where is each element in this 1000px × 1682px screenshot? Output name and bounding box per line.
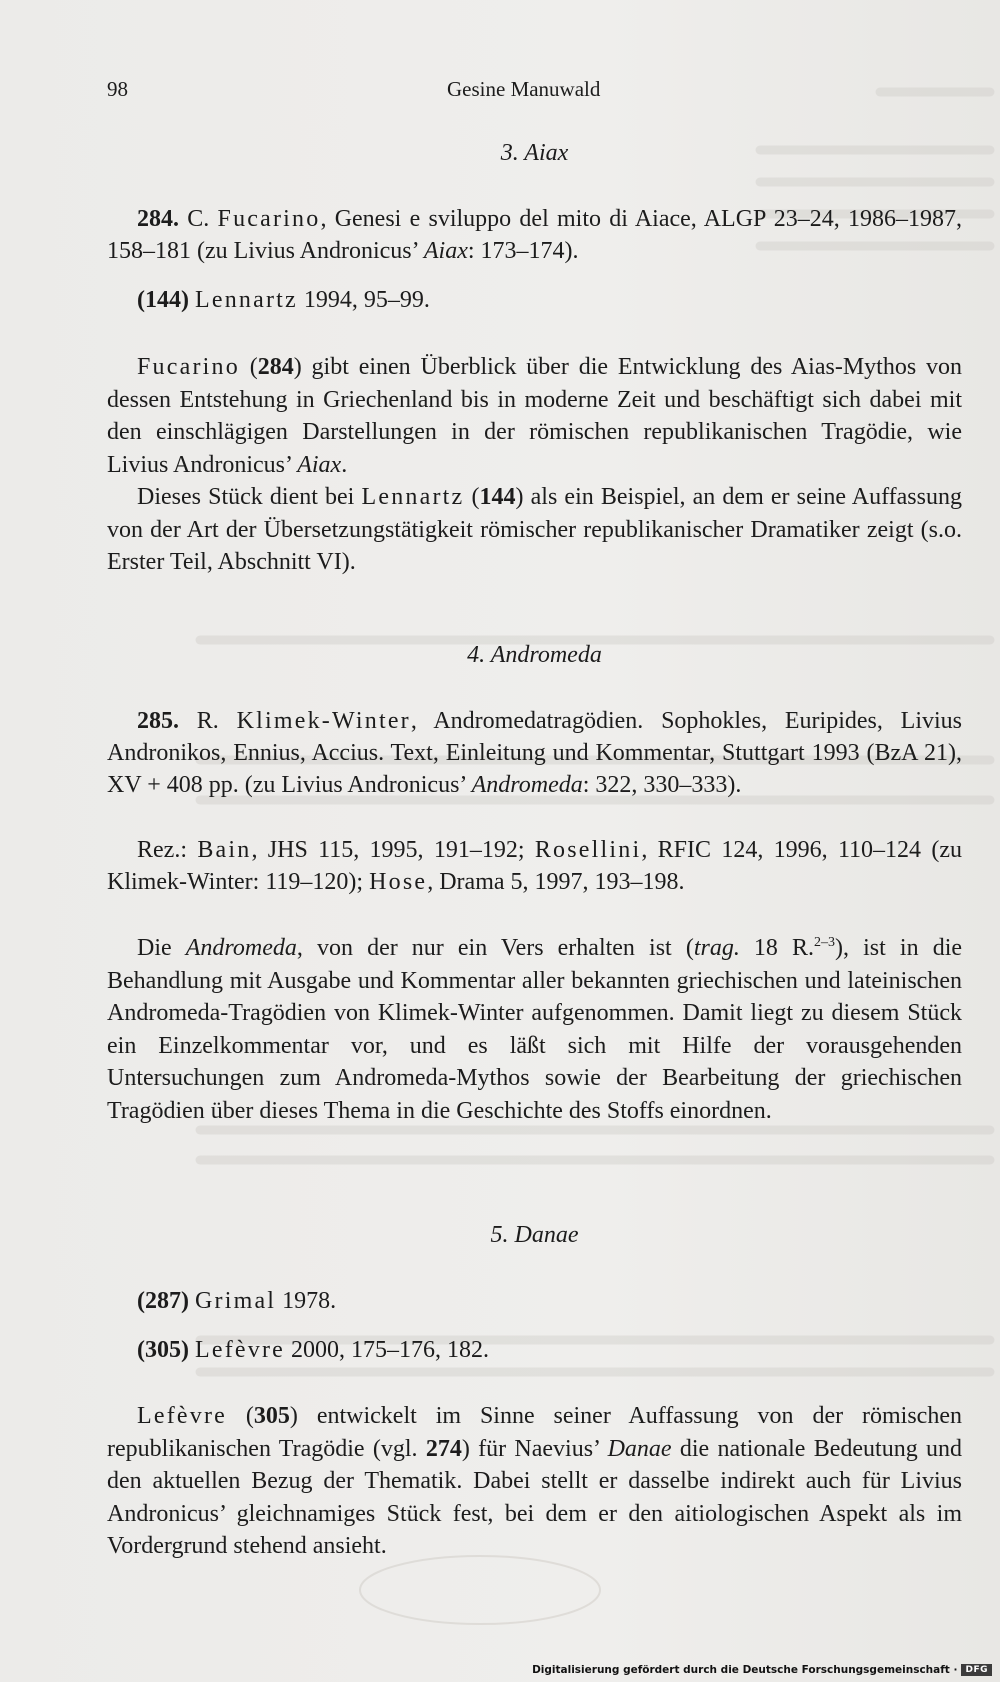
cross-reference: 274: [425, 1435, 462, 1462]
entry-text-end: : 173–174).: [467, 238, 579, 264]
work-title: Aiax: [297, 451, 342, 478]
commentary-andromeda: [107, 932, 962, 1127]
paragraph-fucarino: [107, 351, 962, 481]
author-initial: C.: [187, 206, 210, 232]
paragraph-text: ) als ein Beispiel, an dem er seine Auffassung von der Art der Übersetzungstätigkeit römischer republikanischer Dramatiker zeigt (s.o. Erster Teil, Abschnitt VI).: [107, 484, 962, 575]
running-head-author: Gesine Manuwald: [447, 77, 601, 101]
cross-reference: 144: [479, 484, 516, 510]
author-name: Fucarino: [137, 354, 240, 380]
work-title: Andromeda: [471, 772, 583, 798]
section-heading-aiax: 3. Aiax: [500, 140, 569, 166]
dfg-logo-icon: DFG: [961, 1664, 992, 1676]
author-name: Grimal: [194, 1288, 277, 1314]
paragraph-lefevre: [107, 1400, 962, 1563]
author-name: Klimek-Winter: [236, 708, 411, 734]
author-initial: R.: [196, 708, 219, 734]
review-label: Rez.:: [137, 837, 198, 863]
commentary-aiax: [107, 351, 962, 579]
entry-number: 285.: [137, 708, 179, 734]
author-name: Fucarino: [217, 206, 321, 232]
author-name: Lennartz: [194, 287, 298, 313]
bib-entry-285: [107, 705, 962, 801]
entry-text: 1978.: [276, 1288, 337, 1314]
review-text: , JHS 115, 1995, 191–192;: [251, 837, 535, 863]
reviewer-name: Bain: [197, 837, 252, 863]
edition-superscript: 2–3: [814, 935, 836, 950]
paren-open: (: [227, 1403, 254, 1429]
entry-number: (305): [137, 1337, 189, 1363]
entry-text: 1994, 95–99.: [297, 287, 430, 313]
paragraph-text: 18 R.: [739, 935, 815, 961]
review-list-285: [107, 834, 962, 898]
bib-entry-287: [107, 1285, 962, 1317]
reviewer-name: Hose: [369, 869, 428, 895]
cross-reference: 284: [257, 354, 294, 380]
paragraph-text: ) gibt einen Überblick über die Entwicklung des Aias-Mythos von dessen Entstehung in Griechenland bis in moderne Zeit und beschäftigt sich dabei mit den einschlägigen Darstellungen in der römischen republikanischen Tragödie, wie Livius Andronicus’: [107, 354, 962, 478]
page-number: 98: [107, 77, 128, 101]
cross-reference: 305: [253, 1403, 290, 1429]
review-text: , Drama 5, 1997, 193–198.: [427, 869, 685, 895]
entry-text: , Andromedatragödien. Sophokles, Euripides, Livius Andronikos, Ennius, Accius. Text, Einleitung und Kommentar, Stuttgart 1993 (BzA 21), XV + 408 pp. (zu Livius Andronicus’: [107, 708, 962, 798]
entry-number: 284.: [137, 206, 179, 232]
work-title: Aiax: [423, 238, 468, 264]
section-heading-danae: 5. Danae: [490, 1222, 579, 1248]
reviewer-name: Rosellini: [534, 837, 642, 863]
paragraph-start: Die: [137, 935, 186, 961]
entry-text: 2000, 175–176, 182.: [285, 1337, 489, 1363]
paragraph-text: , von der nur ein Vers erhalten ist (: [296, 935, 694, 961]
paragraph-text: die nationale Bedeutung und den aktuellen Bezug der Thematik. Dabei stellt er dasselbe indirekt auch für Livius Andronicus’ gleichnamiges Stück fest, bei dem er den aitiologischen Aspekt als im Vordergrund stehend ansieht.: [107, 1435, 962, 1559]
review-text: , RFIC 124, 1996, 110–124 (zu Klimek-Winter: 119–120);: [107, 837, 963, 895]
paragraph-lennartz: [107, 481, 962, 579]
paragraph-end: .: [341, 451, 348, 478]
entry-text: , Genesi e sviluppo del mito di Aiace, ALGP 23–24, 1986–1987, 158–181 (zu Livius Andronicus’: [107, 206, 962, 264]
bib-entry-284: [107, 203, 962, 267]
entry-number: (287): [137, 1288, 189, 1314]
running-header: [107, 77, 962, 107]
author-name: Lefèvre: [194, 1337, 285, 1363]
paragraph-text: ) entwickelt im Sinne seiner Auffassung von der römischen republikanischen Tragödie (vgl.: [107, 1403, 962, 1462]
work-title: Andromeda: [185, 935, 297, 961]
paren-open: (: [239, 354, 258, 380]
footer-credit: Digitalisierung gefördert durch die Deutsche Forschungsgemeinschaft ·: [532, 1664, 958, 1676]
work-title: Danae: [607, 1435, 672, 1462]
entry-number: (144): [137, 287, 189, 313]
paragraph-andromeda: [107, 932, 962, 1127]
bib-entry-305: [107, 1334, 962, 1366]
abbreviation-trag: trag.: [693, 935, 740, 961]
paragraph-text: ), ist in die Behandlung mit Ausgabe und Kommentar aller bekannten griechischen und lateinischen Andromeda-Tragödien von Klimek-Winter aufgenommen. Damit liegt zu diesem Stück ein Einzelkommentar vor, und es läßt sich mit Hilfe der vorausgehenden Untersuchungen zum Andromeda-Mythos sowie der Bearbeitung der griechischen Tragödien über dieses Thema in die Geschichte des Stoffs einordnen.: [107, 935, 963, 1124]
commentary-danae: [107, 1400, 962, 1563]
paren-open: (: [464, 484, 480, 510]
digitization-footer: [532, 1664, 992, 1676]
paragraph-text: ) für Naevius’: [461, 1435, 608, 1462]
paragraph-start: Dieses Stück dient bei: [137, 484, 362, 510]
bib-entry-144: [107, 284, 962, 316]
section-heading-andromeda: 4. Andromeda: [467, 642, 602, 668]
author-name: Lefèvre: [137, 1403, 228, 1429]
entry-text-end: : 322, 330–333).: [582, 772, 742, 798]
author-name: Lennartz: [361, 484, 465, 510]
